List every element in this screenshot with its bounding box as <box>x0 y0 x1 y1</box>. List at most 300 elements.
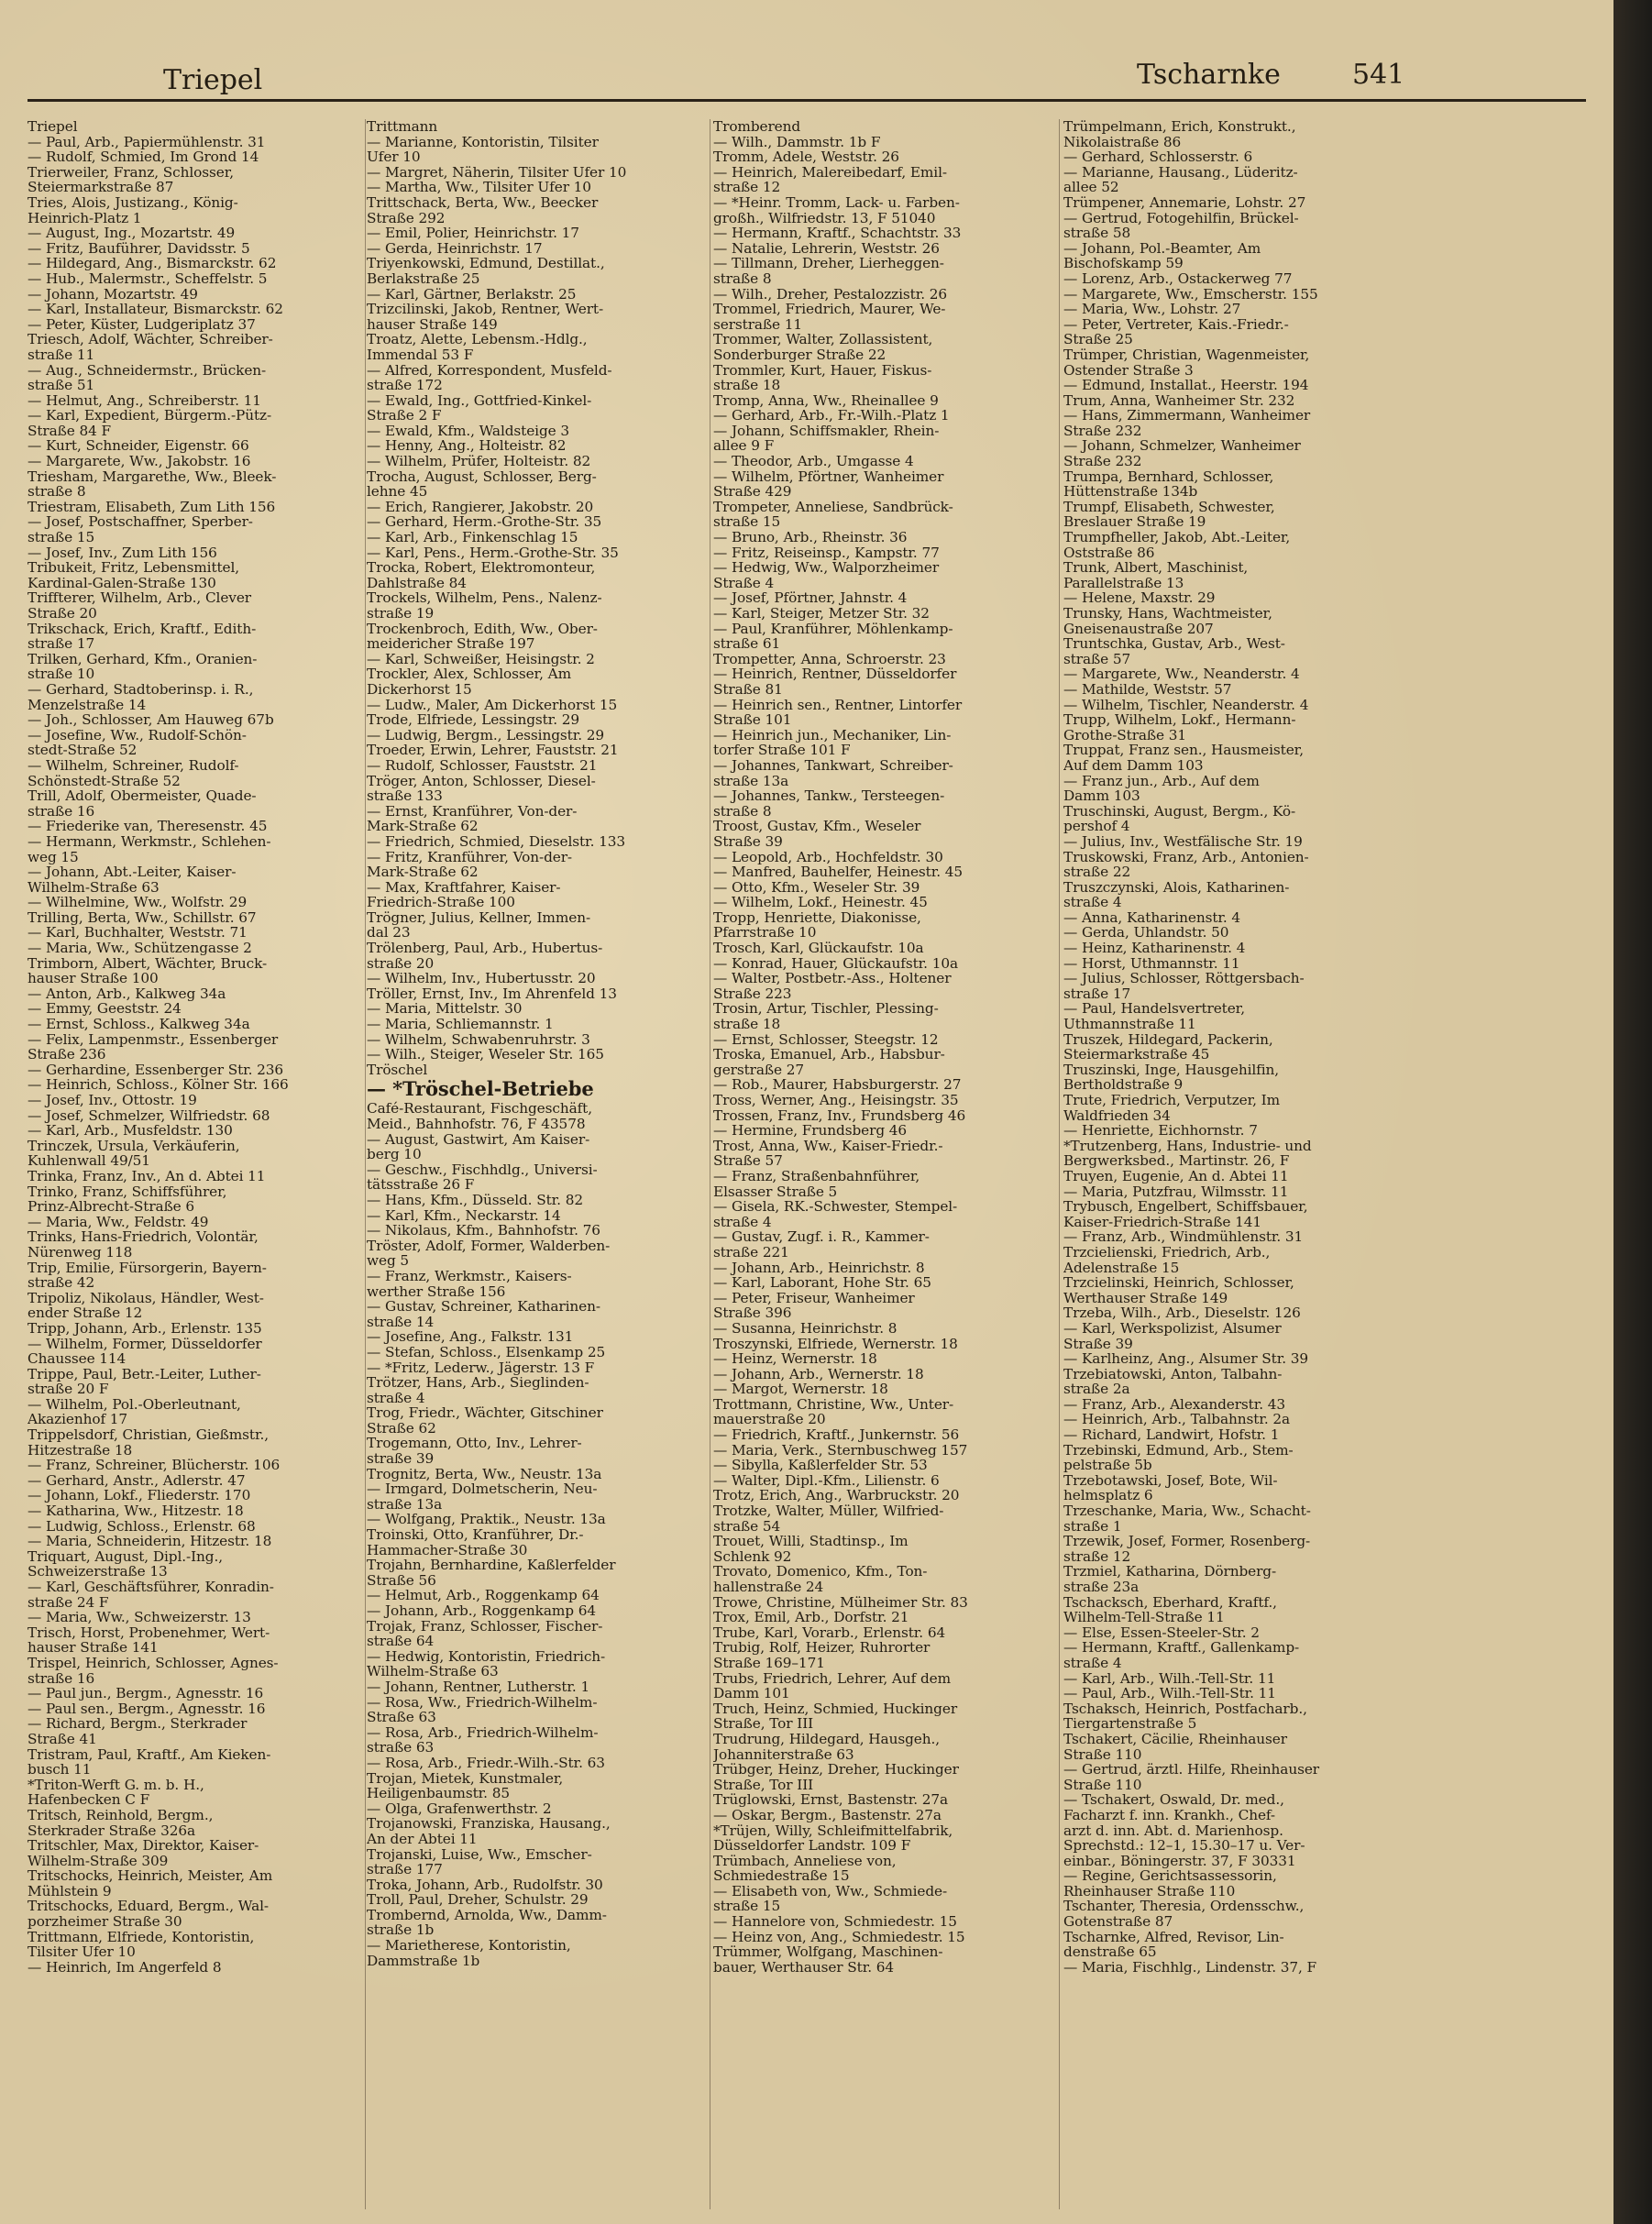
directory-line: — Paul, Arb., Wilh.-Tell-Str. 11 <box>1063 1685 1276 1702</box>
directory-line: Triquart, August, Dipl.-Ing., <box>28 1547 224 1565</box>
directory-line: — Bruno, Arb., Rheinstr. 36 <box>713 529 908 546</box>
directory-line: — Wilhelm, Pförtner, Wanheimer <box>713 468 944 485</box>
directory-line: straße 172 <box>367 377 443 394</box>
directory-line: Troska, Emanuel, Arb., Habsbur- <box>713 1046 945 1063</box>
directory-line: Trocha, August, Schlosser, Berg- <box>367 468 597 485</box>
directory-line: — Gustav, Zugf. i. R., Kammer- <box>713 1228 930 1246</box>
directory-line: straße 23a <box>1063 1579 1140 1595</box>
directory-line: — Susanna, Heinrichstr. 8 <box>713 1319 898 1337</box>
directory-line: Schweizerstraße 13 <box>28 1563 168 1580</box>
directory-line: straße 15 <box>713 1898 781 1915</box>
directory-line: — Kurt, Schneider, Eigenstr. 66 <box>28 437 249 455</box>
directory-line: Trum, Anna, Wanheimer Str. 232 <box>1063 391 1295 409</box>
directory-line: pershof 4 <box>1063 818 1130 835</box>
directory-line: straße 15 <box>28 529 95 546</box>
directory-line: Rheinhauser Straße 110 <box>1063 1882 1236 1899</box>
directory-line: Trommel, Friedrich, Maurer, We- <box>713 301 946 318</box>
directory-line: Nikolaistraße 86 <box>1063 133 1182 150</box>
directory-line: — Wilhelm, Pol.-Oberleutnant, <box>28 1395 241 1413</box>
directory-line: — Johann, Rentner, Lutherstr. 1 <box>367 1678 590 1695</box>
directory-line: Trierweiler, Franz, Schlosser, <box>28 163 235 181</box>
directory-line: Straße 62 <box>367 1419 436 1437</box>
directory-line: — Olga, Grafenwerthstr. 2 <box>367 1800 552 1817</box>
directory-line: Troka, Johann, Arb., Rudolfstr. 30 <box>367 1876 603 1893</box>
directory-line: Troatz, Alette, Lebensm.-Hdlg., <box>367 331 588 348</box>
directory-line: — Ernst, Schlosser, Steegstr. 12 <box>713 1030 939 1048</box>
directory-line: — Josefine, Ang., Falkstr. 131 <box>367 1328 574 1346</box>
directory-line: Trippe, Paul, Betr.-Leiter, Luther- <box>28 1365 261 1382</box>
directory-line: Straße 25 <box>1063 331 1133 348</box>
directory-line: — Karl, Pens., Herm.-Grothe-Str. 35 <box>367 544 619 561</box>
directory-line: — Paul, Handelsvertreter, <box>1063 1000 1245 1018</box>
directory-line: straße 58 <box>1063 225 1131 242</box>
directory-line: Tschacksch, Eberhard, Kraftf., <box>1063 1593 1277 1611</box>
directory-line: Steiermarkstraße 45 <box>1063 1046 1210 1063</box>
directory-line: — Ewald, Ing., Gottfried-Kinkel- <box>367 391 592 409</box>
directory-line: Trümpener, Annemarie, Lohstr. 27 <box>1063 193 1306 211</box>
directory-line: Dickerhorst 15 <box>367 680 472 698</box>
directory-line: Trüglowski, Ernst, Bastenstr. 27a <box>713 1791 949 1809</box>
directory-line: Straße 63 <box>367 1709 436 1726</box>
directory-line: Hitzestraße 18 <box>28 1441 133 1459</box>
directory-line: — Maria, Fischhlg., Lindenstr. 37, F <box>1063 1958 1317 1976</box>
directory-line: straße 11 <box>28 346 95 363</box>
directory-line: — Gerda, Uhlandstr. 50 <box>1063 924 1229 941</box>
directory-line: — Heinz, Katharinenstr. 4 <box>1063 940 1246 957</box>
directory-line: Trovato, Domenico, Kfm., Ton- <box>713 1563 928 1580</box>
directory-line: Trommler, Kurt, Hauer, Fiskus- <box>713 361 932 379</box>
directory-line: — Maria, Ww., Schweizerstr. 13 <box>28 1609 251 1626</box>
directory-line: — Josefine, Ww., Rudolf-Schön- <box>28 726 247 743</box>
directory-line: Straße 223 <box>713 985 792 1002</box>
directory-line: Immendal 53 F <box>367 346 474 363</box>
directory-line: Straße 110 <box>1063 1745 1142 1763</box>
directory-line: Trotz, Erich, Ang., Warbruckstr. 20 <box>713 1487 960 1504</box>
directory-line: — Karl, Kfm., Neckarstr. 14 <box>367 1206 561 1224</box>
directory-line: straße 8 <box>713 270 772 287</box>
directory-line: — Karl, Schweißer, Heisingstr. 2 <box>367 650 595 667</box>
directory-line: Triyenkowski, Edmund, Destillat., <box>367 255 605 272</box>
directory-line: straße 12 <box>713 179 781 196</box>
directory-line: — Franz, Arb., Alexanderstr. 43 <box>1063 1395 1286 1413</box>
directory-line: Tromberend <box>713 119 801 135</box>
directory-line: — Paul, Arb., Papiermühlenstr. 31 <box>28 133 266 150</box>
directory-line: — Walter, Dipl.-Kfm., Lilienstr. 6 <box>713 1471 940 1489</box>
directory-line: Trill, Adolf, Obermeister, Quade- <box>28 787 257 805</box>
directory-line: Straße 236 <box>28 1046 106 1063</box>
directory-line: Trosin, Artur, Tischler, Plessing- <box>713 1000 939 1018</box>
directory-line: Straße 232 <box>1063 453 1142 470</box>
directory-line: Triestram, Elisabeth, Zum Lith 156 <box>28 498 276 515</box>
directory-line: — *Fritz, Lederw., Jägerstr. 13 F <box>367 1359 595 1376</box>
directory-line: *Trüjen, Willy, Schleifmittelfabrik, <box>713 1822 953 1839</box>
directory-line: Chaussee 114 <box>28 1350 127 1368</box>
directory-line: — Josef, Schmelzer, Wilfriedstr. 68 <box>28 1106 270 1124</box>
directory-line: Sonderburger Straße 22 <box>713 346 887 363</box>
directory-line: — Heinrich, Rentner, Düsseldorfer <box>713 666 957 683</box>
directory-line: Straße 232 <box>1063 422 1142 439</box>
directory-line: — Geschw., Fischhdlg., Universi- <box>367 1161 598 1178</box>
directory-line: — Maria, Schliemannstr. 1 <box>367 1016 554 1033</box>
directory-line: straße 64 <box>367 1633 435 1650</box>
directory-line: — Felix, Lampenmstr., Essenberger <box>28 1030 279 1048</box>
directory-line: Berlakstraße 25 <box>367 270 480 287</box>
directory-line: Kaiser-Friedrich-Straße 141 <box>1063 1213 1261 1230</box>
directory-line: — Leopold, Arb., Hochfeldstr. 30 <box>713 848 943 865</box>
directory-line: Trittschack, Berta, Ww., Beecker <box>367 193 599 211</box>
directory-line: — Hans, Kfm., Düsseld. Str. 82 <box>367 1191 583 1208</box>
directory-line: Straße 396 <box>713 1305 792 1322</box>
directory-line: — Wilh., Dammstr. 1b F <box>713 133 881 150</box>
directory-line: hauser Straße 149 <box>367 315 498 333</box>
directory-line: meidericher Straße 197 <box>367 635 535 653</box>
directory-line: Truszczynski, Alois, Katharinen- <box>1063 878 1290 896</box>
directory-line: Tilsiter Ufer 10 <box>28 1943 136 1961</box>
directory-line: — Regine, Gerichtsassessorin, <box>1063 1867 1277 1885</box>
directory-line: — Karl, Arb., Finkenschlag 15 <box>367 529 578 546</box>
directory-line: Schönstedt-Straße 52 <box>28 772 181 789</box>
directory-line: Trümpelmann, Erich, Konstrukt., <box>1063 119 1296 135</box>
directory-line: — Friederike van, Theresenstr. 45 <box>28 818 268 835</box>
directory-line: — Nikolaus, Kfm., Bahnhofstr. 76 <box>367 1222 600 1239</box>
directory-line: Trompeter, Anneliese, Sandbrück- <box>713 498 953 515</box>
directory-line: Straße 4 <box>713 574 775 591</box>
directory-line: Truschinski, August, Bergm., Kö- <box>1063 802 1296 820</box>
directory-line: — Richard, Bergm., Sterkrader <box>28 1715 248 1733</box>
directory-line: Troll, Paul, Dreher, Schulstr. 29 <box>367 1891 589 1909</box>
directory-line: Tromm, Adele, Weststr. 26 <box>713 149 899 166</box>
directory-line: straße 4 <box>367 1389 425 1406</box>
directory-line: — Elisabeth von, Ww., Schmiede- <box>713 1882 948 1899</box>
directory-line: Sterkrader Straße 326a <box>28 1822 196 1839</box>
directory-line: — Gisela, RK.-Schwester, Stempel- <box>713 1198 958 1216</box>
directory-line: straße 13a <box>713 772 789 789</box>
directory-line: — Anna, Katharinenstr. 4 <box>1063 908 1241 926</box>
directory-line: straße 13a <box>367 1495 443 1513</box>
directory-line: mauerstraße 20 <box>713 1411 826 1428</box>
directory-line: — Helene, Maxstr. 29 <box>1063 589 1216 607</box>
directory-line: straße 57 <box>1063 650 1131 667</box>
directory-line: Trute, Friedrich, Verputzer, Im <box>1063 1092 1281 1108</box>
directory-line: Meid., Bahnhofstr. 76, F 43578 <box>367 1116 586 1132</box>
directory-line: Grothe-Straße 31 <box>1063 726 1187 743</box>
directory-line: straße 8 <box>28 483 86 501</box>
directory-line: — Johann, Arb., Roggenkamp 64 <box>367 1602 596 1619</box>
directory-line: — Julius, Schlosser, Röttgersbach- <box>1063 970 1305 987</box>
directory-line: Tröster, Adolf, Former, Walderben- <box>367 1237 611 1254</box>
directory-line: — Peter, Vertreter, Kais.-Friedr.- <box>1063 315 1289 333</box>
directory-line: — Maria, Verk., Sternbuschweg 157 <box>713 1441 968 1459</box>
directory-line: Damm 103 <box>1063 787 1140 805</box>
directory-line: Johanniterstraße 63 <box>713 1745 854 1763</box>
directory-line: straße 51 <box>28 377 95 394</box>
directory-line: Trojanowski, Franziska, Hausang., <box>367 1815 611 1833</box>
directory-line: Troeder, Erwin, Lehrer, Fauststr. 21 <box>367 742 619 759</box>
column-divider <box>365 119 366 2209</box>
directory-line: — Hedwig, Kontoristin, Friedrich- <box>367 1647 606 1665</box>
directory-line: straße 8 <box>713 802 772 820</box>
directory-line: — Natalie, Lehrerin, Weststr. 26 <box>713 239 940 257</box>
directory-line: — Johann, Schmelzer, Wanheimer <box>1063 437 1301 455</box>
directory-line: hauser Straße 141 <box>28 1639 159 1657</box>
directory-line: Straße, Tor III <box>713 1776 814 1793</box>
directory-line: Straße 101 <box>713 711 792 729</box>
directory-line: Trögner, Julius, Kellner, Immen- <box>367 908 591 926</box>
directory-line: Tritsch, Reinhold, Bergm., <box>28 1806 214 1823</box>
directory-line: Prinz-Albrecht-Straße 6 <box>28 1198 195 1216</box>
directory-line: Trübger, Heinz, Dreher, Huckinger <box>713 1761 959 1778</box>
directory-line: Trzebinski, Edmund, Arb., Stem- <box>1063 1441 1294 1459</box>
directory-line: — Gerhard, Arb., Fr.-Wilh.-Platz 1 <box>713 407 950 424</box>
header-rule <box>28 99 1586 102</box>
directory-line: Trudrung, Hildegard, Hausgeh., <box>713 1730 940 1747</box>
directory-line: Heinrich-Platz 1 <box>28 209 142 226</box>
directory-line: Truppat, Franz sen., Hausmeister, <box>1063 742 1304 759</box>
directory-line: — Wilh., Steiger, Weseler Str. 165 <box>367 1046 604 1063</box>
directory-line: Tscharnke, Alfred, Revisor, Lin- <box>1063 1928 1284 1945</box>
directory-line: Menzelstraße 14 <box>28 696 147 713</box>
directory-line: — Karl, Installateur, Bismarckstr. 62 <box>28 301 283 318</box>
directory-line: — Karl, Steiger, Metzer Str. 32 <box>713 605 930 622</box>
directory-line: — Gerhardine, Essenberger Str. 236 <box>28 1061 284 1078</box>
directory-line: — Manfred, Bauhelfer, Heinestr. 45 <box>713 864 964 881</box>
directory-line: — Hans, Zimmermann, Wanheimer <box>1063 407 1311 424</box>
directory-line: Breslauer Straße 19 <box>1063 513 1206 531</box>
directory-line: Trispel, Heinrich, Schlosser, Agnes- <box>28 1654 279 1671</box>
directory-line: — Ludw., Maler, Am Dickerhorst 15 <box>367 696 618 713</box>
directory-line: Oststraße 86 <box>1063 544 1155 561</box>
directory-line: Kuhlenwall 49/51 <box>28 1152 150 1170</box>
directory-line: weg 5 <box>367 1252 410 1270</box>
directory-line: Trouet, Willi, Stadtinsp., Im <box>713 1533 909 1550</box>
directory-line: tätsstraße 26 F <box>367 1176 475 1194</box>
directory-line: — Maria, Putzfrau, Wilmsstr. 11 <box>1063 1183 1289 1200</box>
page-header <box>0 57 1613 103</box>
directory-line: — Joh., Schlosser, Am Hauweg 67b <box>28 711 274 729</box>
directory-line: Schlenk 92 <box>713 1547 792 1565</box>
directory-line: — Julius, Inv., Westfälische Str. 19 <box>1063 832 1303 850</box>
directory-line: Trilken, Gerhard, Kfm., Oranien- <box>28 650 258 667</box>
directory-line: — Franz, Werkmstr., Kaisers- <box>367 1267 572 1284</box>
directory-line: Ostender Straße 3 <box>1063 361 1194 379</box>
directory-line: — Ernst, Kranführer, Von-der- <box>367 802 578 820</box>
directory-line: Truyen, Eugenie, An d. Abtei 11 <box>1063 1167 1289 1184</box>
directory-line: Mark-Straße 62 <box>367 864 479 881</box>
directory-line: — Hermann, Kraftf., Gallenkamp- <box>1063 1639 1300 1657</box>
directory-line: — Fritz, Reiseinsp., Kampstr. 77 <box>713 544 940 561</box>
directory-line: — Maria, Schneiderin, Hitzestr. 18 <box>28 1533 272 1550</box>
directory-line: — Gerhard, Schlosserstr. 6 <box>1063 149 1253 166</box>
directory-line: Trzeba, Wilh., Arb., Dieselstr. 126 <box>1063 1305 1301 1322</box>
directory-line: Trombernd, Arnolda, Ww., Damm- <box>367 1906 607 1923</box>
directory-line: — Henriette, Eichhornstr. 7 <box>1063 1122 1258 1140</box>
directory-line: Sprechstd.: 12–1, 15.30–17 u. Ver- <box>1063 1837 1305 1855</box>
directory-line: Werthauser Straße 149 <box>1063 1289 1228 1306</box>
directory-line: straße 12 <box>1063 1547 1131 1565</box>
directory-line: — Edmund, Installat., Heerstr. 194 <box>1063 377 1309 394</box>
directory-line: Trizcilinski, Jakob, Rentner, Wert- <box>367 301 604 318</box>
directory-line: — Helmut, Ang., Schreiberstr. 11 <box>28 391 261 409</box>
directory-line: — August, Ing., Mozartstr. 49 <box>28 225 236 242</box>
directory-line: — Johann, Abt.-Leiter, Kaiser- <box>28 864 237 881</box>
column-1 <box>28 119 367 2218</box>
directory-line: straße 63 <box>367 1739 435 1756</box>
directory-line: — Gertrud, Fotogehilfin, Brückel- <box>1063 209 1299 226</box>
directory-line: straße 177 <box>367 1861 443 1878</box>
directory-line: bauer, Werthauser Str. 64 <box>713 1958 895 1976</box>
directory-line: Trittmann, Elfriede, Kontoristin, <box>28 1928 255 1945</box>
directory-line: — Josef, Inv., Ottostr. 19 <box>28 1092 197 1108</box>
directory-line: — Josef, Postschaffner, Sperber- <box>28 513 253 531</box>
directory-line: — Gerhard, Stadtoberinsp. i. R., <box>28 680 254 698</box>
directory-line: — Johann, Lokf., Fliederstr. 170 <box>28 1487 251 1504</box>
directory-line: — Alfred, Korrespondent, Musfeld- <box>367 361 612 379</box>
directory-line: Bischofskamp 59 <box>1063 255 1184 272</box>
directory-line: — Fritz, Kranführer, Von-der- <box>367 848 573 865</box>
directory-line: Tristram, Paul, Kraftf., Am Kieken- <box>28 1745 271 1763</box>
directory-line: Facharzt f. inn. Krankh., Chef- <box>1063 1806 1275 1823</box>
directory-line: Trocka, Robert, Elektromonteur, <box>367 559 596 577</box>
directory-line: Trinks, Hans-Friedrich, Volontär, <box>28 1228 259 1246</box>
directory-line: — Max, Kraftfahrer, Kaiser- <box>367 878 561 896</box>
directory-line: An der Abtei 11 <box>367 1830 478 1847</box>
directory-line: hauser Straße 100 <box>28 970 159 987</box>
directory-line: — Josef, Inv., Zum Lith 156 <box>28 544 217 561</box>
directory-line: Straße 39 <box>713 832 783 850</box>
directory-line: porzheimer Straße 30 <box>28 1913 182 1931</box>
directory-line: — Peter, Friseur, Wanheimer <box>713 1289 915 1306</box>
directory-line: berg 10 <box>367 1146 422 1163</box>
directory-line: — Heinrich jun., Mechaniker, Lin- <box>713 726 952 743</box>
directory-line: — Paul, Kranführer, Möhlenkamp- <box>713 620 953 637</box>
directory-line: — Paul sen., Bergm., Agnesstr. 16 <box>28 1700 266 1717</box>
directory-line: straße 1 <box>1063 1517 1122 1535</box>
directory-line: straße 1b <box>367 1921 435 1939</box>
directory-line: lehne 45 <box>367 483 428 501</box>
directory-line: Trzmiel, Katharina, Dörnberg- <box>1063 1563 1277 1580</box>
directory-line: — Heinrich sen., Rentner, Lintorfer <box>713 696 963 713</box>
directory-line: straße 4 <box>713 1213 772 1230</box>
directory-line: straße 17 <box>1063 985 1131 1002</box>
directory-line: Bertholdstraße 9 <box>1063 1076 1184 1094</box>
directory-line: Trockels, Wilhelm, Pens., Nalenz- <box>367 589 602 607</box>
directory-line: — August, Gastwirt, Am Kaiser- <box>367 1130 590 1148</box>
directory-line: allee 9 F <box>713 437 775 455</box>
directory-line: — Margret, Näherin, Tilsiter Ufer 10 <box>367 163 627 181</box>
directory-line: — Wolfgang, Praktik., Neustr. 13a <box>367 1511 606 1528</box>
directory-line: Akazienhof 17 <box>28 1411 128 1428</box>
directory-line: Tschanter, Theresia, Ordensschw., <box>1063 1898 1305 1915</box>
directory-line: Adelenstraße 15 <box>1063 1259 1180 1276</box>
directory-line: Straße 39 <box>1063 1335 1133 1352</box>
directory-line: *Trutzenberg, Hans, Industrie- und <box>1063 1137 1312 1154</box>
directory-line: — Marianne, Kontoristin, Tilsiter <box>367 133 599 150</box>
directory-line: Trommer, Walter, Zollassistent, <box>713 331 933 348</box>
directory-line: Tröller, Ernst, Inv., Im Ahrenfeld 13 <box>367 985 617 1002</box>
directory-line: — Tschakert, Oswald, Dr. med., <box>1063 1791 1284 1809</box>
directory-line: — Rudolf, Schmied, Im Grond 14 <box>28 149 259 166</box>
directory-line: — Paul jun., Bergm., Agnesstr. 16 <box>28 1685 264 1702</box>
directory-line: — Stefan, Schloss., Elsenkamp 25 <box>367 1343 606 1360</box>
directory-line: Tropp, Henriette, Diakonisse, <box>713 908 921 926</box>
directory-line: — Emil, Polier, Heinrichstr. 17 <box>367 225 579 242</box>
directory-line: — Helmut, Arb., Roggenkamp 64 <box>367 1587 600 1604</box>
directory-line: straße 221 <box>713 1243 789 1261</box>
directory-line: Trupp, Wilhelm, Lokf., Hermann- <box>1063 711 1296 729</box>
directory-line: straße 61 <box>713 635 781 653</box>
directory-line: — Johann, Schiffsmakler, Rhein- <box>713 422 940 439</box>
directory-line: — Rosa, Arb., Friedr.-Wilh.-Str. 63 <box>367 1754 605 1771</box>
directory-line: — Martha, Ww., Tilsiter Ufer 10 <box>367 179 591 196</box>
directory-line: busch 11 <box>28 1761 92 1778</box>
directory-line: — Heinz von, Ang., Schmiedestr. 15 <box>713 1928 965 1945</box>
directory-line: — Franz, Straßenbahnführer, <box>713 1167 920 1184</box>
directory-line: — Maria, Ww., Feldstr. 49 <box>28 1213 209 1230</box>
directory-line: Steiermarkstraße 87 <box>28 179 174 196</box>
directory-line: — Lorenz, Arb., Ostackerweg 77 <box>1063 270 1293 287</box>
directory-line: Tripoliz, Nikolaus, Händler, West- <box>28 1289 264 1306</box>
directory-line: Hafenbecken C F <box>28 1791 150 1809</box>
directory-line: straße 42 <box>28 1274 95 1292</box>
directory-line: — Oskar, Bergm., Bastenstr. 27a <box>713 1806 942 1823</box>
directory-line: — Marianne, Hausang., Lüderitz- <box>1063 163 1298 181</box>
directory-line: Trubs, Friedrich, Lehrer, Auf dem <box>713 1669 952 1687</box>
directory-line: großh., Wilfriedstr. 13, F 51040 <box>713 209 936 226</box>
directory-line: Damm 101 <box>713 1685 790 1702</box>
directory-line: Dammstraße 1b <box>367 1952 480 1969</box>
directory-line: — Heinrich, Im Angerfeld 8 <box>28 1958 222 1976</box>
directory-line: — Karl, Arb., Musfeldstr. 130 <box>28 1122 233 1140</box>
directory-line: — Gustav, Schreiner, Katharinen- <box>367 1298 600 1316</box>
directory-line: stedt-Straße 52 <box>28 742 138 759</box>
directory-line: — Irmgard, Dolmetscherin, Neu- <box>367 1481 598 1498</box>
directory-line: Trzebotawski, Josef, Bote, Wil- <box>1063 1471 1278 1489</box>
directory-line: — Ludwig, Bergm., Lessingstr. 29 <box>367 726 605 743</box>
directory-line: — Johann, Arb., Heinrichstr. 8 <box>713 1259 925 1276</box>
directory-line: Straße 57 <box>713 1152 783 1170</box>
directory-line: Trunk, Albert, Maschinist, <box>1063 559 1249 577</box>
directory-line: straße 133 <box>367 787 443 805</box>
directory-line: — Gertrud, ärztl. Hilfe, Rheinhauser <box>1063 1761 1319 1778</box>
directory-line: straße 15 <box>713 513 781 531</box>
directory-line: straße 2a <box>1063 1381 1130 1398</box>
directory-line: Trojan, Mietek, Kunstmaler, <box>367 1769 564 1787</box>
directory-line: Trognitz, Berta, Ww., Neustr. 13a <box>367 1465 602 1482</box>
directory-line: — Wilhelm, Schreiner, Rudolf- <box>28 756 239 774</box>
directory-line: Hüttenstraße 134b <box>1063 483 1198 501</box>
column-divider <box>1059 119 1060 2209</box>
directory-line: — Karl, Expedient, Bürgerm.-Pütz- <box>28 407 272 424</box>
directory-line: — Johann, Mozartstr. 49 <box>28 285 198 303</box>
directory-line: Schmiedestraße 15 <box>713 1867 850 1885</box>
directory-line: Straße 56 <box>367 1571 436 1589</box>
directory-line: — Emmy, Geeststr. 24 <box>28 1000 182 1018</box>
directory-line: weg 15 <box>28 848 79 865</box>
directory-line: Tschaksch, Heinrich, Postfacharb., <box>1063 1700 1307 1717</box>
directory-line: Wilhelm-Straße 309 <box>28 1852 169 1869</box>
directory-line: werther Straße 156 <box>367 1283 506 1300</box>
directory-line: Tschakert, Cäcilie, Rheinhauser <box>1063 1730 1287 1747</box>
directory-line: — Maria, Mittelstr. 30 <box>367 1000 523 1018</box>
directory-line: Trubig, Rolf, Heizer, Ruhrorter <box>713 1639 931 1657</box>
directory-line: — Franz jun., Arb., Auf dem <box>1063 772 1260 789</box>
directory-line: Café-Restaurant, Fischgeschäft, <box>367 1100 592 1118</box>
directory-line: ender Straße 12 <box>28 1305 143 1322</box>
directory-line: — Rob., Maurer, Habsburgerstr. 27 <box>713 1076 962 1094</box>
directory-line: Triffterer, Wilhelm, Arb., Clever <box>28 589 252 607</box>
directory-line: straße 10 <box>28 666 95 683</box>
directory-line: Friedrich-Straße 100 <box>367 894 515 911</box>
